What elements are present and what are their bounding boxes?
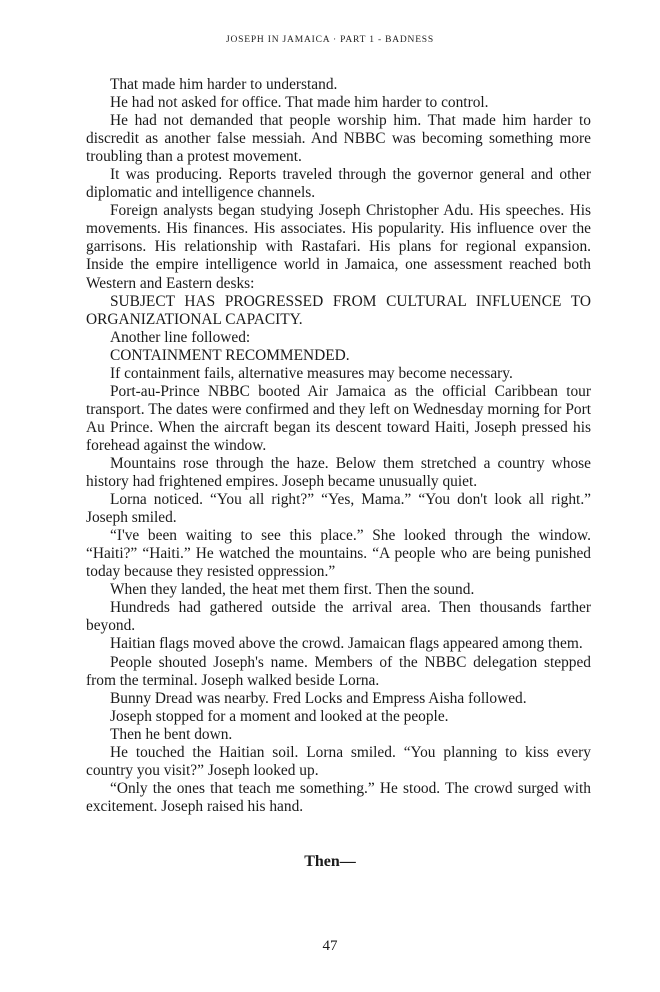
paragraph: When they landed, the heat met them first. Then the sound. <box>110 581 475 599</box>
paragraph: If containment fails, alternative measures may become necessary. <box>110 364 513 382</box>
paragraph: Haitian flags moved above the crowd. Jamaican flags appeared among them. <box>110 635 583 653</box>
paragraph: “Only the ones that teach me something.” He stood. The crowd surged with excitement. Joseph raised his hand. <box>86 779 591 815</box>
paragraph: He had not asked for office. That made him harder to control. <box>110 94 489 112</box>
paragraph: He touched the Haitian soil. Lorna smiled. “You planning to kiss every country you visit?” Joseph looked up. <box>86 743 591 779</box>
page-number: 47 <box>322 938 338 954</box>
paragraph: Lorna noticed. “You all right?” “Yes, Mama.” “You don't look all right.” Joseph smiled. <box>86 491 591 527</box>
intelligence-recommendation: CONTAINMENT RECOMMENDED. <box>110 346 350 364</box>
scene-break: Then— <box>304 853 356 870</box>
paragraph: Bunny Dread was nearby. Fred Locks and Empress Aisha followed. <box>110 689 527 707</box>
paragraph: He had not demanded that people worship him. That made him harder to discredit as another false messiah. And NBBC was becoming something more troubling than a protest movement. <box>86 112 591 166</box>
paragraph: That made him harder to understand. <box>110 76 338 93</box>
intelligence-assessment: SUBJECT HAS PROGRESSED FROM CULTURAL INFLUENCE TO ORGANIZATIONAL CAPACITY. <box>86 292 591 328</box>
paragraph: People shouted Joseph's name. Members of the NBBC delegation stepped from the terminal. Joseph walked beside Lorna. <box>86 653 591 689</box>
paragraph: “I've been waiting to see this place.” She looked through the window. “Haiti?” “Haiti.” He watched the mountains. “A people who are being punished today because they resisted oppression.” <box>86 527 591 581</box>
paragraph: Hundreds had gathered outside the arrival area. Then thousands farther beyond. <box>86 599 591 635</box>
paragraph: Mountains rose through the haze. Below them stretched a country whose history had frightened empires. Joseph became unusually quiet. <box>86 454 591 491</box>
running-header: JOSEPH IN JAMAICA · PART 1 - BADNESS <box>226 35 434 45</box>
body-text <box>86 76 591 816</box>
paragraph: Joseph stopped for a moment and looked at the people. <box>110 707 449 725</box>
paragraph: Port-au-Prince NBBC booted Air Jamaica as the official Caribbean tour transport. The dates were confirmed and they left on Wednesday morning for Port Au Prince. When the aircraft began its descent toward Haiti, Joseph pressed his forehead against the window. <box>86 382 591 454</box>
paragraph: Another line followed: <box>110 328 251 346</box>
paragraph: It was producing. Reports traveled through the governor general and other diplomatic and intelligence channels. <box>86 166 591 202</box>
paragraph: Then he bent down. <box>110 725 233 743</box>
paragraph: Foreign analysts began studying Joseph Christopher Adu. His speeches. His movements. His finances. His associates. His popularity. His influence over the garrisons. His relationship with Rastafari. His plans for regional expansion. Inside the empire intelligence world in Jamaica, one assessment reached both Western and Eastern desks: <box>86 202 591 292</box>
